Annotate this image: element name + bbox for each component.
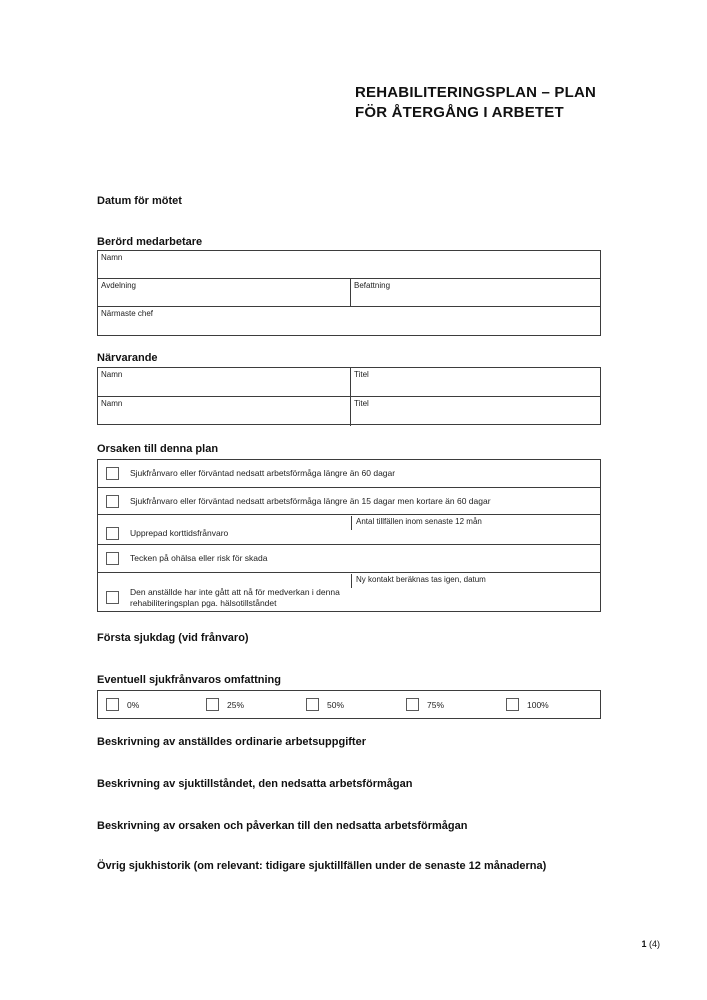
employee-row-2: [98, 279, 600, 307]
attendee-1-name-cell[interactable]: [98, 368, 351, 396]
absence-option-75: [398, 698, 498, 711]
heading-attendees: Närvarande: [97, 352, 158, 364]
employee-name-label: Namn: [101, 253, 123, 262]
checkbox-50-percent[interactable]: [306, 698, 319, 711]
page-number-total: (4): [649, 939, 660, 949]
employee-department-label: Avdelning: [101, 281, 136, 290]
heading-cause-impact: Beskrivning av orsaken och påverkan till den nedsatta arbetsförmågan: [97, 820, 468, 832]
heading-reason: Orsaken till denna plan: [97, 443, 219, 455]
absence-option-50: [298, 698, 398, 711]
employee-manager-label: Närmaste chef: [101, 309, 154, 318]
subcell-divider: [351, 574, 352, 588]
heading-other-history: Övrig sjukhistorik (om relevant: tidigare sjuktillfällen under de senaste 12 månaderna): [97, 860, 547, 872]
absence-label-25: 25%: [227, 699, 245, 710]
employee-position-label: Befattning: [354, 281, 391, 290]
reason-new-contact-cell[interactable]: [351, 573, 600, 612]
absence-label-75: 75%: [427, 699, 445, 710]
employee-table: [97, 250, 601, 336]
reason-table: [97, 459, 601, 612]
reason-occurrences-cell[interactable]: [351, 515, 600, 544]
attendee-1-title-cell[interactable]: [351, 368, 600, 396]
employee-position-cell[interactable]: [351, 279, 600, 306]
subcell-divider: [351, 516, 352, 530]
heading-ordinary-duties: Beskrivning av anställdes ordinarie arbetsuppgifter: [97, 736, 366, 748]
attendee-2-title-cell[interactable]: [351, 397, 600, 426]
reason-label-1: Sjukfrånvaro eller förväntad nedsatt arbetsförmåga längre än 60 dagar: [130, 468, 396, 478]
attendee-1-name-label: Namn: [101, 370, 123, 379]
checkbox-reason-repeated-absence[interactable]: [106, 527, 119, 540]
absence-option-0: [98, 698, 198, 711]
absence-option-25: [198, 698, 298, 711]
absence-label-100: 100%: [527, 699, 549, 710]
attendee-row-2: [98, 397, 600, 426]
checkbox-reason-ill-health-signs[interactable]: [106, 552, 119, 565]
reason-row-3: [98, 515, 600, 545]
reason-label-2: Sjukfrånvaro eller förväntad nedsatt arbetsförmåga längre än 15 dagar men kortare än 60 dagar: [130, 495, 491, 506]
reason-row-2: [98, 488, 600, 515]
reason-occurrences-label: Antal tillfällen inom senaste 12 mån: [356, 517, 482, 526]
reason-new-contact-label: Ny kontakt beräknas tas igen, datum: [356, 575, 486, 584]
employee-manager-cell[interactable]: [98, 307, 600, 335]
attendee-2-name-label: Namn: [101, 399, 123, 408]
reason-row-1: [98, 460, 600, 488]
heading-absence-extent: Eventuell sjukfrånvaros omfattning: [97, 674, 281, 686]
absence-option-100: [498, 698, 598, 711]
checkbox-reason-15-to-60-days[interactable]: [106, 495, 119, 508]
attendee-2-name-cell[interactable]: [98, 397, 351, 426]
heading-employee: Berörd medarbetare: [97, 236, 203, 248]
heading-first-sick-day: Första sjukdag (vid frånvaro): [97, 632, 249, 644]
attendee-row-1: [98, 368, 600, 397]
checkbox-reason-unreachable[interactable]: [106, 591, 119, 604]
checkbox-100-percent[interactable]: [506, 698, 519, 711]
heading-meeting-date: Datum för mötet: [97, 195, 182, 207]
attendee-1-title-label: Titel: [354, 370, 369, 379]
absence-extent-box: [97, 690, 601, 719]
page-number-current: 1: [641, 939, 647, 949]
reason-label-3: Upprepad korttidsfrånvaro: [130, 528, 229, 538]
title-line-2: FÖR ÅTERGÅNG I ARBETET: [355, 104, 564, 121]
title-line-1: REHABILITERINGSPLAN – PLAN: [355, 84, 597, 101]
reason-label-5: Den anställde har inte gått att nå för medverkan i denna rehabiliteringsplan pga. hälsotillståndet: [130, 586, 340, 608]
document-title: [355, 83, 596, 123]
employee-department-cell[interactable]: [98, 279, 351, 306]
reason-label-4: Tecken på ohälsa eller risk för skada: [130, 553, 268, 563]
absence-label-50: 50%: [327, 699, 345, 710]
absence-label-0: 0%: [127, 699, 140, 710]
checkbox-75-percent[interactable]: [406, 698, 419, 711]
reason-row-5: [98, 573, 600, 612]
checkbox-0-percent[interactable]: [106, 698, 119, 711]
page-number: [641, 939, 660, 949]
employee-name-cell[interactable]: [98, 251, 600, 279]
attendee-2-title-label: Titel: [354, 399, 369, 408]
checkbox-25-percent[interactable]: [206, 698, 219, 711]
heading-illness-description: Beskrivning av sjuktillståndet, den nedsatta arbetsförmågan: [97, 778, 413, 790]
checkbox-reason-over-60-days[interactable]: [106, 467, 119, 480]
reason-row-4: [98, 545, 600, 573]
attendees-table: [97, 367, 601, 425]
